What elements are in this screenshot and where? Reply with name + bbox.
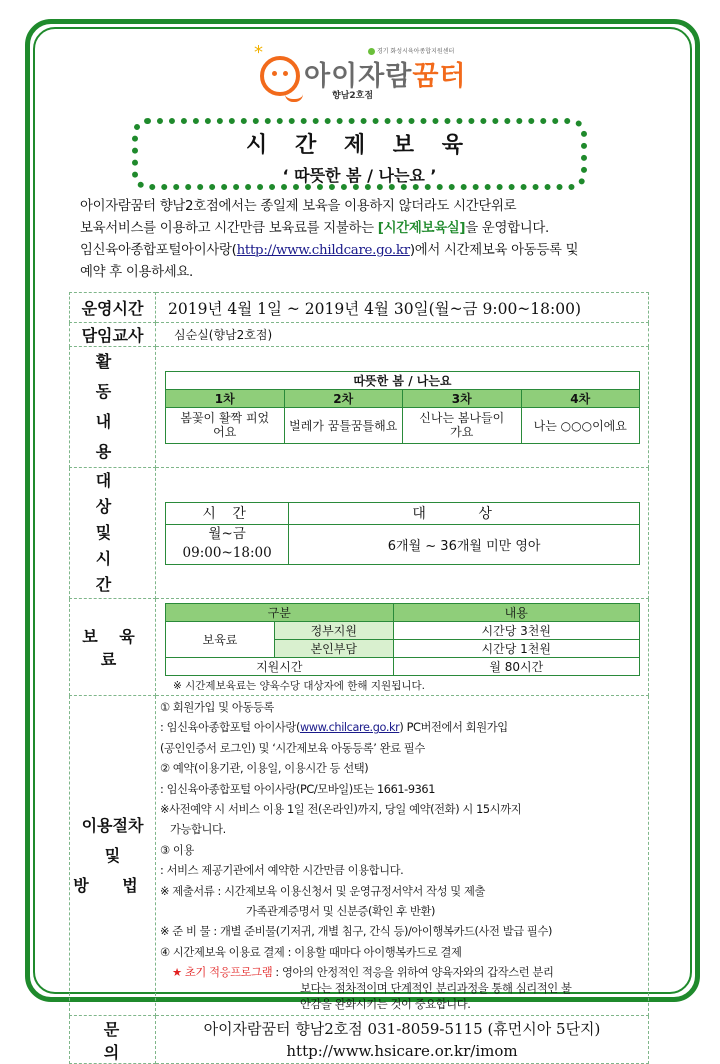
contact-value [156, 1016, 649, 1064]
logo-center-name: 경기 화성시육아종합지원센터 [368, 46, 454, 55]
activity-table [165, 371, 640, 444]
target-head: 대 상 [289, 502, 640, 524]
childcare-link[interactable]: http://www.childcare.go.kr [236, 243, 410, 258]
fee-label: 보 육 료 [70, 599, 156, 696]
round-1: 1차 [166, 389, 285, 407]
procedure-content: ① 회원가입 및 아동등록 : 임신육아종합포털 아이사랑(www.chilcare.go.kr) PC버전에서 회원가입 (공인인증서 로그인) 및 ‘시간제보육 아동등록’ 완료 필수 ② 예약(이용기관, 이용일, 이용시간 등 선택) : 임신육아종합포털 아이사랑(PC/모바일)또는 1661-9361 ※사전예약 시 서비스 이용 1일 전(온라인)까지, 당일 예약(전화) 시 15시까지 가능합니다. ③ 이용 : 서비스 제공기관에서 예약한 시간만큼 이용합니다. ※ 제출서류 : 시간제보육 이용신청서 및 운영규정서약서 작성 및 제출 가족관계증명서 및 신분증(확인 후 반환) ※ 준 비 물 : 개별 준비물(기저귀, 개별 침구, 간식 등)/아이행복카드(사전 발급 필수) ④ 시간제보육 이용료 결제 : 이용할 때마다 아이행복카드로 결제 ★ 초기 적응프로그램 : 영아의 안정적인 적응을 위하여 양육자와의 갑작스런 분리 보다는 점차적이며 단계적인 분리과정을 통해 심리적인 불 안감을 완화시키는 것이 중요합니다. [156, 696, 649, 1016]
logo-name: 아이자람꿈터 [304, 61, 467, 92]
title-box [132, 118, 587, 190]
center-logo-icon [368, 48, 375, 55]
page-title: 시 간 제 보 육 [246, 133, 473, 158]
time-value: 월~금 09:00~18:00 [166, 524, 289, 564]
contact-phone: 아이자람꿈터 향남2호점 031-8059-5115 (휴먼시아 5단지) [203, 1019, 601, 1038]
star-note: ★ 초기 적응프로그램 [172, 966, 273, 980]
round-2: 2차 [284, 389, 403, 407]
fee-head-content: 내용 [393, 604, 639, 622]
logo-branch: 향남2호점 [332, 91, 374, 101]
fee-gov: 정부지원 [275, 622, 394, 640]
info-table [69, 292, 649, 1064]
target-table [165, 502, 640, 565]
fee-hours: 지원시간 [166, 658, 394, 676]
activity-title: 따뜻한 봄 / 나는요 [166, 371, 640, 389]
smile-face-icon [260, 56, 300, 96]
activity-label: 활 동 내 용 [70, 347, 156, 468]
fee-gov-value: 시간당 3천원 [393, 622, 639, 640]
activity-item: 봄꽃이 활짝 피었어요 [166, 407, 285, 443]
teacher-value: 심순실(향남2호점) [156, 323, 649, 347]
fee-table [165, 603, 640, 676]
fee-self-value: 시간당 1천원 [393, 640, 639, 658]
logo [250, 42, 490, 104]
hours-value: 2019년 4월 1일 ~ 2019년 4월 30일(월~금 9:00~18:00) [156, 293, 649, 323]
fee-note: ※ 시간제보육료는 양육수당 대상자에 한해 지원됩니다. [173, 680, 425, 692]
star-icon: * [254, 42, 263, 63]
teacher-label: 담임교사 [70, 323, 156, 347]
round-3: 3차 [403, 389, 522, 407]
time-head: 시 간 [166, 502, 289, 524]
fee-self: 본인부담 [275, 640, 394, 658]
activity-item: 나는 ○○○이에요 [521, 407, 640, 443]
fee-head-type: 구분 [166, 604, 394, 622]
contact-label: 문 의 [70, 1016, 156, 1064]
activity-item: 신나는 봄나들이 가요 [403, 407, 522, 443]
fee-hours-value: 월 80시간 [393, 658, 639, 676]
target-label: 대 상 및 시 간 [70, 468, 156, 599]
chilcare-link[interactable]: www.chilcare.go.kr [299, 721, 400, 735]
round-4: 4차 [521, 389, 640, 407]
fee-type: 보육료 [166, 622, 275, 658]
activity-item: 벌레가 꿈틀꿈틀해요 [284, 407, 403, 443]
procedure-label: 이용절차 및 방 법 [70, 696, 156, 1016]
target-value: 6개월 ~ 36개월 미만 영아 [289, 524, 640, 564]
page-subtitle: ‘ 따뜻한 봄 / 나는요 ’ [282, 166, 437, 185]
contact-website[interactable]: http://www.hsicare.or.kr/imom [286, 1041, 518, 1060]
hours-label: 운영시간 [70, 293, 156, 323]
intro-text: 아이자람꿈터 향남2호점에서는 종일제 보육을 이용하지 않더라도 시간단위로 보육서비스를 이용하고 시간만큼 보육료를 지불하는 [시간제보육실]을 운영합니다. 임신육아종합포털아이사랑(http://www.childcare.go.kr)에서 시간제보육 아동등록 및 예약 후 이용하세요. [80, 199, 579, 280]
